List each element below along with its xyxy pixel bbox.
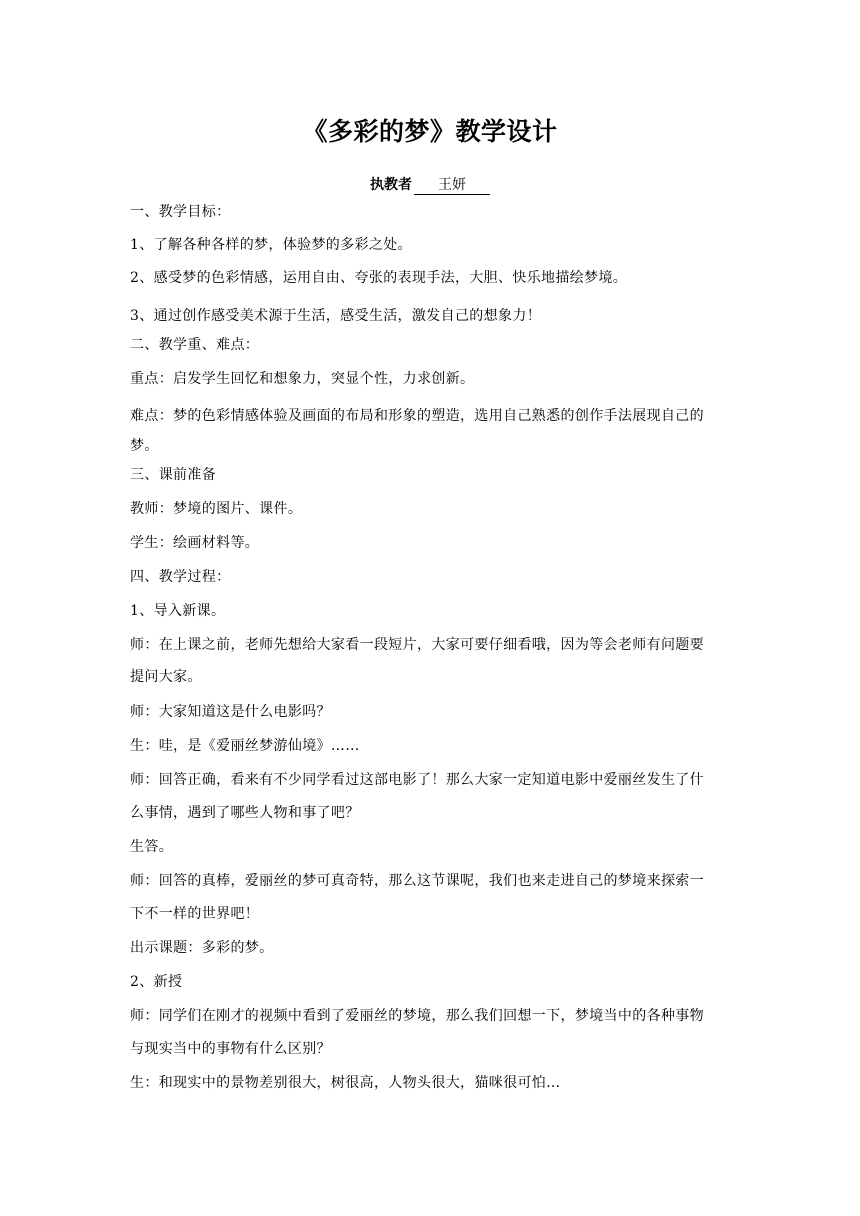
paragraph-line: 2、感受梦的色彩情感，运用自由、夸张的表现手法，大胆、快乐地描绘梦境。 bbox=[130, 270, 628, 286]
document-title: 《多彩的梦》教学设计 bbox=[302, 117, 558, 146]
author-name: 王妍 bbox=[414, 174, 490, 195]
paragraph-line: 难点：梦的色彩情感体验及画面的布局和形象的塑造，选用自己熟悉的创作手法展现自己的 bbox=[130, 408, 704, 424]
section-heading-process: 四、教学过程： bbox=[130, 569, 231, 585]
paragraph-line: 生：和现实中的景物差别很大，树很高，人物头很大，猫咪很可怕… bbox=[130, 1075, 561, 1091]
paragraph-line: 3、通过创作感受美术源于生活，感受生活，激发自己的想象力！ bbox=[130, 308, 542, 324]
paragraph-line: 师：回答正确，看来有不少同学看过这部电影了！那么大家一定知道电影中爱丽丝发生了什 bbox=[130, 772, 704, 788]
paragraph-line: 师：回答的真棒，爱丽丝的梦可真奇特，那么这节课呢，我们也来走进自己的梦境来探索一 bbox=[130, 873, 704, 889]
paragraph-line: 提问大家。 bbox=[130, 669, 202, 685]
paragraph-line: 生答。 bbox=[130, 839, 174, 855]
author-label: 执教者 bbox=[370, 177, 412, 193]
author-line bbox=[0, 174, 860, 195]
section-heading-preparation: 三、课前准备 bbox=[130, 467, 217, 483]
paragraph-line: 与现实当中的事物有什么区别？ bbox=[130, 1041, 331, 1057]
paragraph-line: 师：同学们在刚才的视频中看到了爱丽丝的梦境，那么我们回想一下，梦境当中的各种事物 bbox=[130, 1008, 704, 1024]
paragraph-line: 重点：启发学生回忆和想象力，突显个性，力求创新。 bbox=[130, 371, 475, 387]
paragraph-line: 梦。 bbox=[130, 438, 159, 454]
paragraph-line: 2、新授 bbox=[130, 974, 183, 990]
paragraph-line: 1、了解各种各样的梦，体验梦的多彩之处。 bbox=[130, 237, 412, 253]
paragraph-line: 下不一样的世界吧！ bbox=[130, 906, 260, 922]
paragraph-line: 1、导入新课。 bbox=[130, 603, 226, 619]
paragraph-line: 师：大家知道这是什么电影吗？ bbox=[130, 704, 331, 720]
paragraph-line: 教师：梦境的图片、课件。 bbox=[130, 501, 303, 517]
paragraph-line: 学生：绘画材料等。 bbox=[130, 535, 260, 551]
section-heading-objectives: 一、教学目标： bbox=[130, 204, 231, 220]
paragraph-line: 么事情，遇到了哪些人物和事了吧？ bbox=[130, 805, 360, 821]
section-heading-key-points: 二、教学重、难点： bbox=[130, 337, 260, 353]
paragraph-line: 生：哇，是《爱丽丝梦游仙境》…… bbox=[130, 738, 360, 754]
paragraph-line: 出示课题：多彩的梦。 bbox=[130, 940, 274, 956]
paragraph-line: 师：在上课之前，老师先想给大家看一段短片，大家可要仔细看哦，因为等会老师有问题要 bbox=[130, 637, 704, 653]
